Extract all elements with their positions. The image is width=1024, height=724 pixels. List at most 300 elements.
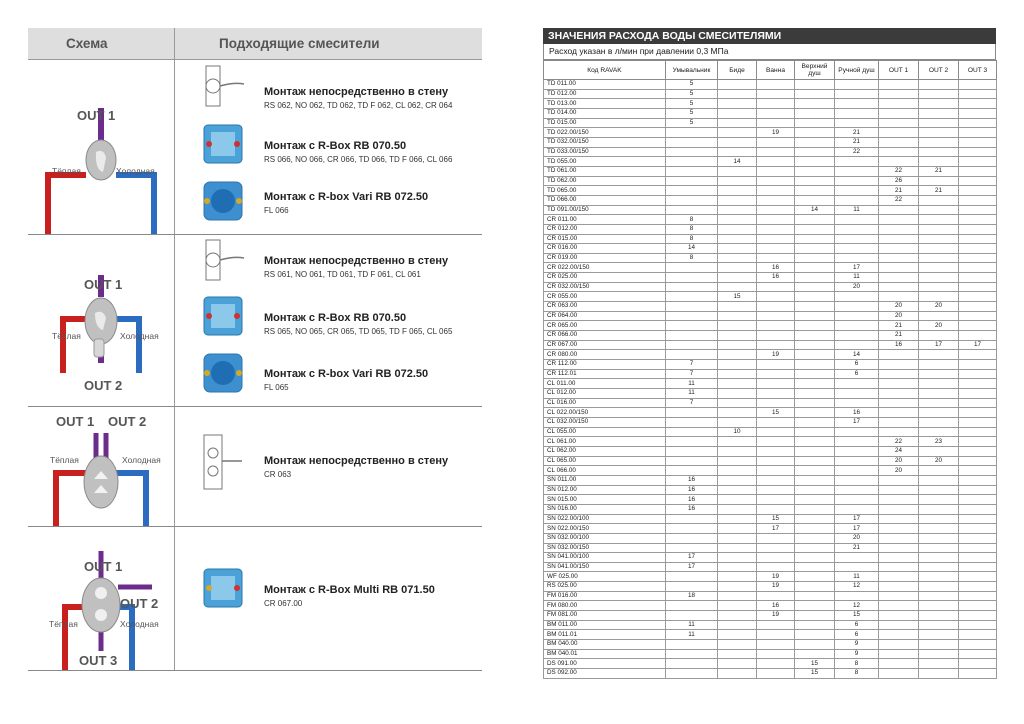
flow-value-cell xyxy=(718,321,757,331)
model-code-cell: TD 014.00 xyxy=(544,108,666,118)
flow-value-cell xyxy=(959,128,997,138)
flow-value-cell xyxy=(879,601,919,611)
model-code-cell: CR 066.00 xyxy=(544,331,666,341)
flow-value-cell xyxy=(757,205,795,215)
flow-value-cell xyxy=(959,253,997,263)
table-row xyxy=(544,630,997,640)
table-row xyxy=(544,417,997,427)
column-header: Верхний душ xyxy=(795,61,835,80)
flow-value-cell xyxy=(795,340,835,350)
flow-value-cell xyxy=(795,147,835,157)
out1-label: OUT 1 xyxy=(84,559,123,574)
table-row xyxy=(544,466,997,476)
flow-value-cell: 16 xyxy=(757,273,795,283)
flow-value-cell xyxy=(666,427,718,437)
column-header: OUT 2 xyxy=(919,61,959,80)
flow-value-cell xyxy=(666,514,718,524)
flow-value-cell xyxy=(757,389,795,399)
flow-value-cell: 17 xyxy=(835,524,879,534)
model-code-cell: CR 032.00/150 xyxy=(544,282,666,292)
flow-value-cell xyxy=(718,553,757,563)
flow-value-cell xyxy=(959,118,997,128)
flow-value-cell: 15 xyxy=(757,408,795,418)
flow-value-cell: 12 xyxy=(835,601,879,611)
flow-value-cell: 15 xyxy=(757,514,795,524)
flow-value-cell xyxy=(959,234,997,244)
flow-value-cell xyxy=(795,524,835,534)
flow-value-cell xyxy=(959,360,997,370)
model-code-cell: TD 061.00 xyxy=(544,166,666,176)
flow-value-cell: 21 xyxy=(879,321,919,331)
flow-value-cell: 11 xyxy=(666,630,718,640)
flow-value-cell xyxy=(795,157,835,167)
model-code-cell: CL 011.00 xyxy=(544,379,666,389)
product-item xyxy=(264,191,482,215)
flow-value-cell xyxy=(919,649,959,659)
flow-value-cell: 22 xyxy=(835,147,879,157)
flow-value-cell xyxy=(879,572,919,582)
flow-value-cell xyxy=(919,176,959,186)
flow-value-cell: 9 xyxy=(835,649,879,659)
flow-value-cell: 16 xyxy=(757,263,795,273)
model-code-cell: TD 055.00 xyxy=(544,157,666,167)
flow-value-cell: 22 xyxy=(879,437,919,447)
table-row xyxy=(544,350,997,360)
flow-value-cell xyxy=(795,446,835,456)
flow-value-cell xyxy=(718,128,757,138)
table-row xyxy=(544,524,997,534)
table-row xyxy=(544,553,997,563)
flow-value-cell xyxy=(959,398,997,408)
flow-value-cell xyxy=(718,224,757,234)
flow-value-cell xyxy=(835,591,879,601)
flow-value-cell xyxy=(666,466,718,476)
flow-value-cell xyxy=(795,311,835,321)
flow-value-cell xyxy=(919,263,959,273)
flow-value-cell xyxy=(835,553,879,563)
flow-value-cell xyxy=(835,398,879,408)
flow-value-cell: 19 xyxy=(757,611,795,621)
flow-value-cell xyxy=(718,379,757,389)
flow-value-cell xyxy=(879,137,919,147)
table-row xyxy=(544,504,997,514)
flow-value-cell xyxy=(718,504,757,514)
flow-value-cell xyxy=(757,195,795,205)
flow-value-cell xyxy=(879,495,919,505)
table-row xyxy=(544,591,997,601)
flow-value-cell xyxy=(666,263,718,273)
flow-value-cell: 16 xyxy=(835,408,879,418)
model-code-cell: SN 012.00 xyxy=(544,485,666,495)
table-row xyxy=(544,611,997,621)
product-models: RS 061, NO 061, TD 061, TD F 061, CL 061 xyxy=(264,270,421,279)
flow-value-cell xyxy=(718,408,757,418)
flow-value-cell xyxy=(879,108,919,118)
scheme-header xyxy=(28,28,482,60)
product-title: Монтаж с R-Box Multi RB 071.50 xyxy=(264,584,435,596)
flow-value-cell xyxy=(795,292,835,302)
product-item xyxy=(264,455,482,479)
product-title: Монтаж с R-Box RB 070.50 xyxy=(264,140,407,152)
flow-value-cell xyxy=(718,89,757,99)
r-box-icon xyxy=(198,294,248,338)
flow-value-cell xyxy=(666,408,718,418)
table-row xyxy=(544,147,997,157)
flow-table-title: ЗНАЧЕНИЯ РАСХОДА ВОДЫ СМЕСИТЕЛЯМИ xyxy=(543,28,996,44)
r-box-vari-icon xyxy=(198,179,248,223)
model-code-cell: CL 022.00/150 xyxy=(544,408,666,418)
flow-value-cell xyxy=(835,176,879,186)
flow-value-cell xyxy=(666,205,718,215)
flow-value-cell xyxy=(795,302,835,312)
flow-value-cell xyxy=(795,591,835,601)
flow-value-cell xyxy=(919,331,959,341)
flow-value-cell xyxy=(795,427,835,437)
flow-value-cell xyxy=(666,147,718,157)
flow-value-cell xyxy=(919,369,959,379)
flow-value-cell xyxy=(795,350,835,360)
table-row xyxy=(544,253,997,263)
diagram-two-out-top xyxy=(28,407,174,526)
flow-value-cell xyxy=(919,543,959,553)
flow-value-cell xyxy=(959,495,997,505)
flow-value-cell xyxy=(795,273,835,283)
flow-value-cell xyxy=(959,224,997,234)
out3-label: OUT 3 xyxy=(79,653,118,668)
table-row xyxy=(544,176,997,186)
flow-value-cell xyxy=(666,176,718,186)
model-code-cell: SN 041.00/150 xyxy=(544,562,666,572)
table-row xyxy=(544,99,997,109)
flow-value-cell xyxy=(795,601,835,611)
flow-value-cell: 17 xyxy=(835,514,879,524)
flow-value-cell xyxy=(795,128,835,138)
flow-value-cell xyxy=(718,437,757,447)
flow-value-cell xyxy=(757,591,795,601)
flow-value-cell: 21 xyxy=(879,331,919,341)
flow-value-cell xyxy=(718,475,757,485)
flow-value-cell xyxy=(919,475,959,485)
flow-value-cell: 20 xyxy=(835,533,879,543)
flow-value-cell: 14 xyxy=(666,244,718,254)
model-code-cell: CR 015.00 xyxy=(544,234,666,244)
flow-value-cell xyxy=(959,263,997,273)
table-row xyxy=(544,234,997,244)
scheme-column-title: Схема xyxy=(66,36,108,51)
flow-value-cell xyxy=(919,234,959,244)
flow-value-cell xyxy=(795,234,835,244)
flow-value-cell xyxy=(919,601,959,611)
flow-value-cell xyxy=(666,166,718,176)
flow-value-cell xyxy=(757,649,795,659)
model-code-cell: CL 055.00 xyxy=(544,427,666,437)
flow-value-cell xyxy=(757,446,795,456)
flow-value-cell xyxy=(835,302,879,312)
model-code-cell: TD 012.00 xyxy=(544,89,666,99)
flow-value-cell xyxy=(959,427,997,437)
table-row xyxy=(544,244,997,254)
flow-value-cell xyxy=(959,485,997,495)
flow-value-cell: 22 xyxy=(879,166,919,176)
flow-value-cell xyxy=(795,456,835,466)
model-code-cell: SN 015.00 xyxy=(544,495,666,505)
model-code-cell: TD 032.00/150 xyxy=(544,137,666,147)
flow-value-cell xyxy=(959,659,997,669)
product-item xyxy=(264,86,482,110)
flow-value-cell xyxy=(795,408,835,418)
flow-value-cell: 20 xyxy=(835,282,879,292)
flow-value-cell xyxy=(919,504,959,514)
flow-value-cell xyxy=(959,195,997,205)
flow-value-cell: 17 xyxy=(959,340,997,350)
flow-value-cell xyxy=(835,118,879,128)
flow-value-cell: 5 xyxy=(666,118,718,128)
model-code-cell: TD 022.00/150 xyxy=(544,128,666,138)
product-title: Монтаж непосредственно в стену xyxy=(264,455,449,467)
flow-value-cell xyxy=(835,437,879,447)
flow-value-cell xyxy=(835,321,879,331)
flow-value-cell xyxy=(718,99,757,109)
flow-value-cell xyxy=(959,524,997,534)
flow-value-cell xyxy=(795,417,835,427)
flow-value-cell xyxy=(718,572,757,582)
model-code-cell: TD 091.00/150 xyxy=(544,205,666,215)
out1-label: OUT 1 xyxy=(56,414,95,429)
flow-value-cell: 5 xyxy=(666,80,718,90)
product-title: Монтаж с R-box Vari RB 072.50 xyxy=(264,191,429,203)
table-row xyxy=(544,582,997,592)
table-row xyxy=(544,128,997,138)
flow-value-cell: 14 xyxy=(835,350,879,360)
flow-value-cell xyxy=(757,360,795,370)
table-row xyxy=(544,379,997,389)
model-code-cell: CR 011.00 xyxy=(544,215,666,225)
flow-value-cell xyxy=(718,118,757,128)
table-row xyxy=(544,205,997,215)
flow-value-cell xyxy=(919,514,959,524)
flow-value-cell xyxy=(757,302,795,312)
flow-value-cell xyxy=(795,108,835,118)
model-code-cell: DS 092.00 xyxy=(544,669,666,679)
flow-table-subtitle: Расход указан в л/мин при давлении 0,3 МПа xyxy=(543,44,996,60)
flow-value-cell: 6 xyxy=(835,620,879,630)
flow-value-cell xyxy=(919,485,959,495)
flow-value-cell xyxy=(757,108,795,118)
flow-value-cell: 8 xyxy=(666,215,718,225)
flow-value-cell xyxy=(959,669,997,679)
flow-value-cell xyxy=(718,611,757,621)
model-code-cell: SN 032.00/150 xyxy=(544,543,666,553)
flow-value-cell xyxy=(757,427,795,437)
flow-value-cell: 11 xyxy=(666,620,718,630)
model-code-cell: CL 016.00 xyxy=(544,398,666,408)
flow-value-cell xyxy=(879,533,919,543)
flow-value-cell: 10 xyxy=(718,427,757,437)
flow-value-cell: 11 xyxy=(666,389,718,399)
flow-value-cell xyxy=(718,485,757,495)
table-row xyxy=(544,340,997,350)
model-code-cell: CR 055.00 xyxy=(544,292,666,302)
flow-value-cell xyxy=(959,176,997,186)
table-row xyxy=(544,456,997,466)
flow-value-cell xyxy=(666,572,718,582)
flow-value-cell xyxy=(718,640,757,650)
flow-value-cell xyxy=(919,137,959,147)
flow-value-cell xyxy=(718,147,757,157)
flow-value-cell xyxy=(757,224,795,234)
table-row xyxy=(544,514,997,524)
flow-value-cell xyxy=(919,108,959,118)
flow-value-cell xyxy=(879,389,919,399)
flow-value-cell: 20 xyxy=(879,302,919,312)
flow-value-cell xyxy=(879,524,919,534)
flow-value-cell xyxy=(795,137,835,147)
column-header: OUT 3 xyxy=(959,61,997,80)
table-row xyxy=(544,543,997,553)
flow-value-cell xyxy=(879,659,919,669)
model-code-cell: TD 013.00 xyxy=(544,99,666,109)
flow-value-cell xyxy=(718,350,757,360)
flow-value-cell: 17 xyxy=(919,340,959,350)
model-code-cell: TD 011.00 xyxy=(544,80,666,90)
flow-value-cell xyxy=(919,582,959,592)
flow-value-cell xyxy=(919,562,959,572)
flow-value-cell xyxy=(795,514,835,524)
flow-value-cell: 20 xyxy=(919,456,959,466)
flow-value-cell: 11 xyxy=(835,273,879,283)
flow-value-cell xyxy=(959,205,997,215)
flow-value-cell: 7 xyxy=(666,369,718,379)
flow-value-cell xyxy=(795,582,835,592)
flow-value-cell xyxy=(919,466,959,476)
flow-value-cell xyxy=(718,417,757,427)
flow-value-cell xyxy=(879,369,919,379)
flow-value-cell xyxy=(757,89,795,99)
model-code-cell: CL 066.00 xyxy=(544,466,666,476)
flow-value-cell xyxy=(879,273,919,283)
model-code-cell: CR 065.00 xyxy=(544,321,666,331)
flow-value-cell xyxy=(795,118,835,128)
product-item xyxy=(264,312,482,336)
cold-label: Холодная xyxy=(120,619,159,629)
flow-value-cell xyxy=(959,562,997,572)
flow-value-cell xyxy=(718,340,757,350)
flow-value-cell xyxy=(795,533,835,543)
flow-value-cell xyxy=(879,408,919,418)
flow-value-cell xyxy=(919,311,959,321)
flow-value-cell xyxy=(919,591,959,601)
flow-value-cell xyxy=(919,273,959,283)
cold-label: Холодная xyxy=(116,166,155,176)
flow-value-cell xyxy=(919,128,959,138)
flow-value-cell: 21 xyxy=(835,128,879,138)
table-row xyxy=(544,195,997,205)
flow-value-cell xyxy=(757,543,795,553)
flow-value-cell xyxy=(718,591,757,601)
flow-value-cell xyxy=(718,620,757,630)
flow-value-cell xyxy=(718,533,757,543)
flow-value-cell xyxy=(795,244,835,254)
flow-value-cell xyxy=(718,166,757,176)
table-row xyxy=(544,640,997,650)
flow-value-cell xyxy=(919,640,959,650)
flow-value-cell: 21 xyxy=(879,186,919,196)
flow-value-cell xyxy=(959,620,997,630)
flow-value-cell xyxy=(795,485,835,495)
table-row xyxy=(544,331,997,341)
flow-value-cell xyxy=(959,157,997,167)
flow-value-cell xyxy=(795,562,835,572)
flow-value-cell xyxy=(757,99,795,109)
flow-value-cell xyxy=(879,611,919,621)
flow-value-cell xyxy=(666,128,718,138)
product-title: Монтаж с R-box Vari RB 072.50 xyxy=(264,368,429,380)
table-row xyxy=(544,408,997,418)
flow-value-cell xyxy=(835,99,879,109)
flow-value-cell xyxy=(919,99,959,109)
table-row xyxy=(544,118,997,128)
flow-value-cell xyxy=(959,601,997,611)
flow-value-cell xyxy=(879,640,919,650)
flow-value-cell xyxy=(795,80,835,90)
r-box-icon xyxy=(198,122,248,166)
flow-value-cell xyxy=(835,244,879,254)
flow-value-cell xyxy=(835,446,879,456)
model-code-cell: TD 033.00/150 xyxy=(544,147,666,157)
out1-label: OUT 1 xyxy=(84,277,123,292)
table-row xyxy=(544,669,997,679)
product-models: CR 063 xyxy=(264,470,292,479)
r-box-vari-icon xyxy=(198,351,248,395)
flow-value-cell: 17 xyxy=(757,524,795,534)
table-row xyxy=(544,321,997,331)
flow-value-cell xyxy=(879,80,919,90)
product-models: RS 066, NO 066, CR 066, TD 066, TD F 066, CL 066 xyxy=(264,155,453,164)
product-item xyxy=(264,140,482,164)
flow-value-cell: 5 xyxy=(666,99,718,109)
flow-value-cell xyxy=(959,408,997,418)
flow-value-cell xyxy=(757,147,795,157)
flow-value-cell xyxy=(959,137,997,147)
flow-value-cell xyxy=(959,108,997,118)
flow-value-cell xyxy=(879,244,919,254)
flow-value-cell xyxy=(795,195,835,205)
flow-value-cell: 6 xyxy=(835,369,879,379)
flow-value-cell xyxy=(879,282,919,292)
flow-value-cell xyxy=(959,273,997,283)
flow-value-cell xyxy=(919,533,959,543)
flow-value-cell: 21 xyxy=(919,186,959,196)
product-models: FL 065 xyxy=(264,383,289,392)
flow-value-cell xyxy=(959,331,997,341)
flow-value-cell xyxy=(757,562,795,572)
flow-value-cell xyxy=(835,340,879,350)
flow-value-cell xyxy=(835,195,879,205)
warm-label: Тёплая xyxy=(49,619,78,629)
column-header: OUT 1 xyxy=(879,61,919,80)
cold-label: Холодная xyxy=(120,331,159,341)
flow-value-cell xyxy=(757,244,795,254)
flow-value-cell xyxy=(666,186,718,196)
flow-value-cell xyxy=(718,273,757,283)
flow-value-cell xyxy=(666,340,718,350)
model-code-cell: FM 016.00 xyxy=(544,591,666,601)
flow-value-cell xyxy=(879,398,919,408)
product-item xyxy=(264,255,482,279)
flow-value-cell: 24 xyxy=(879,446,919,456)
flow-value-cell xyxy=(666,543,718,553)
table-row xyxy=(544,80,997,90)
